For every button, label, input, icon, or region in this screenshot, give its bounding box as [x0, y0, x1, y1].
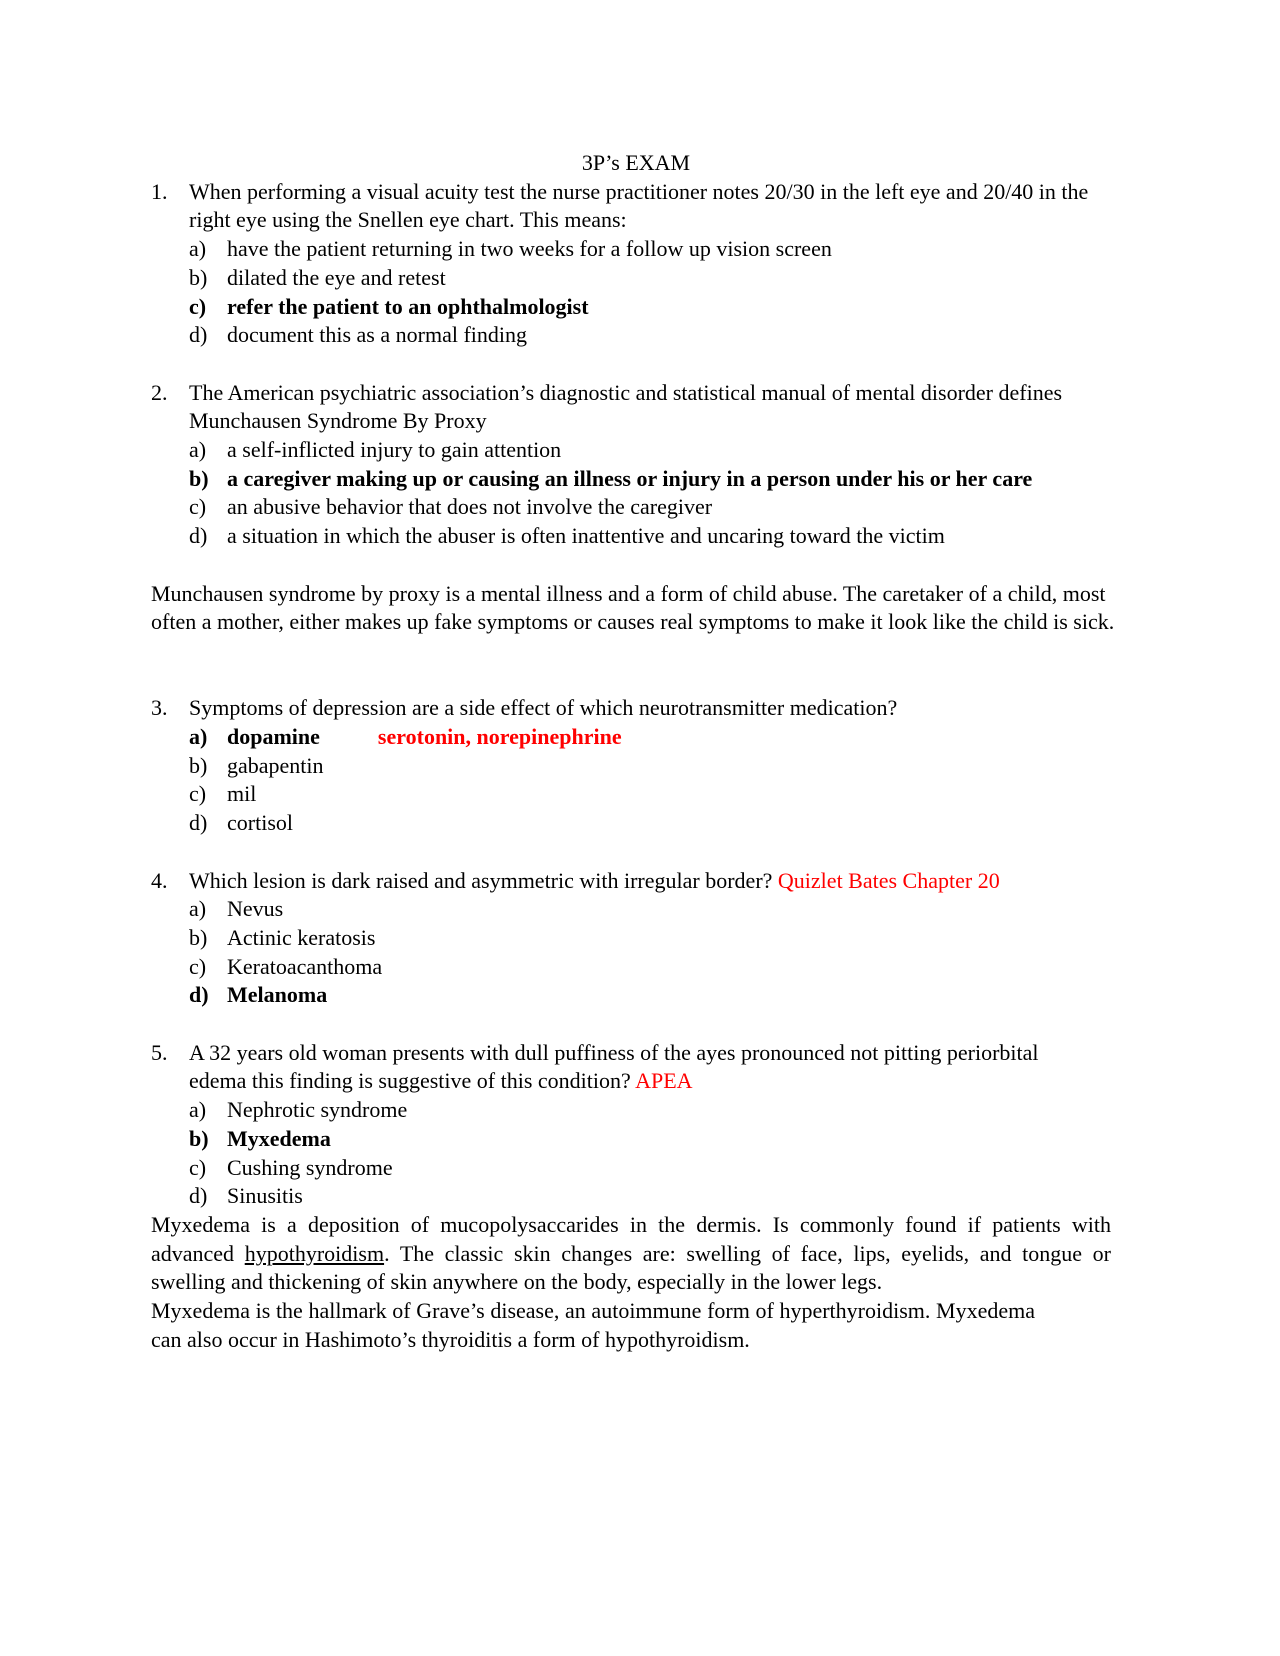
spacer	[151, 1010, 1121, 1039]
option-letter: d)	[189, 523, 208, 549]
explanation-myxedema-2: Myxedema is the hallmark of Grave’s disease, an autoimmune form of hyperthyroidism. Myxedema can also occur in Hashimoto’s thyroiditis a form of hypothyroidism.	[151, 1298, 1035, 1352]
option-text: Nephrotic syndrome	[227, 1097, 408, 1123]
option-letter: a)	[189, 896, 207, 922]
option-a	[189, 436, 1121, 465]
option-letter: c)	[189, 953, 207, 979]
option-letter: a)	[189, 724, 208, 749]
option-text: Sinusitis	[227, 1183, 303, 1209]
option-text: refer the patient to an ophthalmologist	[227, 293, 589, 319]
spacer	[151, 637, 1121, 694]
option-c	[189, 780, 1121, 809]
option-letter: b)	[189, 264, 208, 290]
option-letter: d)	[189, 1183, 208, 1209]
option-text: have the patient returning in two weeks for a follow up vision screen	[227, 236, 832, 262]
option-letter: d)	[189, 810, 208, 836]
option-letter: b)	[189, 752, 208, 778]
question-text: When performing a visual acuity test the nurse practitioner notes 20/30 in the left eye and 20/40 in the right eye using the Snellen eye chart. This means:	[189, 178, 1089, 233]
option-b-correct	[189, 1125, 1121, 1154]
question-text: Which lesion is dark raised and asymmetric with irregular border?	[189, 867, 773, 893]
source-note: Quizlet Bates Chapter 20	[777, 867, 1000, 893]
option-text: Nevus	[227, 896, 284, 922]
option-letter: b)	[189, 1125, 209, 1151]
option-text: document this as a normal finding	[227, 322, 527, 348]
option-b	[189, 264, 1121, 293]
option-text: a self-inflicted injury to gain attention	[227, 437, 562, 462]
explanation-text: . The classic skin changes are: swelling of face, lips, eyelids, and tongue or swelling and thickening of skin anywhere on the body, especially in the lower legs.	[151, 1240, 1112, 1295]
question-5	[151, 1039, 1049, 1096]
option-d	[189, 1182, 1121, 1211]
question-2	[151, 379, 1121, 436]
question-text: A 32 years old woman presents with dull puffiness of the ayes pronounced not pitting periorbital edema this finding is suggestive of this condition?	[189, 1039, 1039, 1094]
option-c	[189, 1154, 1121, 1183]
option-text: Myxedema	[227, 1125, 331, 1151]
option-text: dilated the eye and retest	[227, 264, 446, 290]
question-4	[151, 867, 1121, 896]
question-3	[151, 694, 1121, 723]
option-c	[189, 953, 1121, 982]
option-text: Actinic keratosis	[227, 924, 376, 950]
question-text: Symptoms of depression are a side effect of which neurotransmitter medication?	[189, 695, 898, 721]
question-number: 3.	[151, 695, 168, 721]
option-text: a situation in which the abuser is often inattentive and uncaring toward the victim	[227, 523, 945, 549]
question-4-options	[151, 895, 1121, 1010]
option-letter: d)	[189, 322, 208, 348]
question-text: The American psychiatric association’s diagnostic and statistical manual of mental disorder defines Munchausen Syndrome By Proxy	[189, 379, 1063, 434]
spacer	[151, 350, 1121, 379]
option-b-correct	[189, 465, 1072, 494]
option-letter: a)	[189, 437, 207, 462]
option-d-correct	[189, 981, 1121, 1010]
spacer	[151, 838, 1121, 867]
option-text: an abusive behavior that does not involve the caregiver	[227, 494, 713, 520]
option-a	[189, 235, 1121, 264]
option-d	[189, 809, 1121, 838]
option-letter: c)	[189, 1154, 207, 1180]
question-1	[151, 178, 1121, 235]
option-a	[189, 1096, 1121, 1125]
option-b	[189, 752, 1121, 781]
option-letter: a)	[189, 1097, 207, 1123]
option-c-correct	[189, 293, 1121, 322]
option-d	[189, 522, 1121, 551]
option-text: a caregiver making up or causing an illness or injury in a person under his or her care	[227, 465, 1033, 491]
option-letter: b)	[189, 465, 209, 491]
page-title: 3P’s EXAM	[581, 150, 691, 175]
question-3-options	[151, 723, 1121, 838]
option-b	[189, 924, 1121, 953]
question-1-options	[151, 235, 1121, 350]
spacer	[151, 551, 1121, 580]
option-text: Melanoma	[227, 982, 328, 1008]
question-number: 5.	[151, 1039, 168, 1065]
option-a	[189, 895, 1121, 924]
source-note: APEA	[635, 1068, 693, 1094]
option-letter: d)	[189, 982, 209, 1008]
option-d	[189, 321, 1121, 350]
question-2-options	[151, 436, 1121, 551]
option-letter: b)	[189, 924, 208, 950]
option-text: cortisol	[227, 810, 293, 836]
option-text: Keratoacanthoma	[227, 953, 383, 979]
document-page	[151, 149, 1121, 1354]
question-number: 2.	[151, 379, 168, 405]
question-number: 4.	[151, 867, 168, 893]
hypothyroidism-link[interactable]: hypothyroidism	[244, 1240, 385, 1266]
option-text: Cushing syndrome	[227, 1154, 393, 1180]
option-a-marked	[189, 723, 1121, 752]
option-letter: a)	[189, 236, 207, 262]
explanation-text: Myxedema is a deposition of mucopolysaccarides in the dermis. Is commonly found if patients with advanced	[151, 1211, 1111, 1266]
option-text: dopamine	[227, 724, 320, 749]
option-letter: c)	[189, 494, 207, 520]
option-text: mil	[227, 781, 257, 807]
answer-note: serotonin, norepinephrine	[377, 724, 622, 749]
explanation-myxedema-1	[151, 1211, 1111, 1297]
option-letter: c)	[189, 781, 207, 807]
option-letter: c)	[189, 293, 207, 319]
question-number: 1.	[151, 178, 168, 204]
question-5-options	[151, 1096, 1121, 1211]
option-text: gabapentin	[227, 752, 324, 778]
explanation-munchausen: Munchausen syndrome by proxy is a mental illness and a form of child abuse. The caretaker of a child, most often a mother, either makes up fake symptoms or causes real symptoms to make it look like the child is sick.	[151, 580, 1115, 635]
option-c	[189, 493, 1121, 522]
